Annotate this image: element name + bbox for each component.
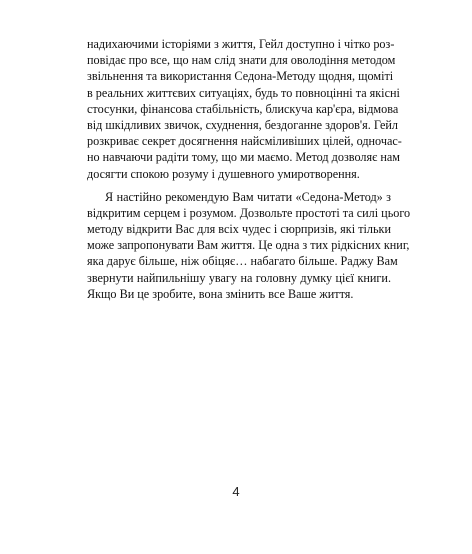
text-line: повідає про все, що нам слід знати для оволодіння методом <box>87 53 396 68</box>
text-line: розкриває секрет досягнення найсміливіших цілей, одночас- <box>87 134 402 149</box>
paragraph-2 <box>87 189 411 302</box>
body-text <box>87 36 411 302</box>
paragraph-1 <box>87 36 402 182</box>
text-line: звернути найпильнішу увагу на головну думку цієї книги. <box>87 270 391 285</box>
text-line: в реальних життєвих ситуаціях, будь то повноцінні та якісні <box>87 85 400 100</box>
text-line: методу відкрити Вас для всіх чудес і сюрпризів, які тільки <box>87 222 391 237</box>
text-line: но навчаючи радіти тому, що ми маємо. Метод дозволяє нам <box>87 150 400 165</box>
text-line: надихаючими історіями з життя, Гейл доступно і чітко роз- <box>87 37 395 51</box>
page-number: 4 <box>232 484 240 499</box>
text-line: яка дарує більше, ніж обіцяє… набагато більше. Раджу Вам <box>87 254 398 269</box>
text-line: відкритим серцем і розумом. Дозвольте простоті та силі цього <box>87 205 411 220</box>
text-line: досягти спокою розуму і душевного умиротворення. <box>87 166 360 181</box>
text-line: Я настійно рекомендую Вам читати «Седона-Метод» з <box>105 189 391 204</box>
paragraph-gap <box>87 182 391 189</box>
text-line: Якщо Ви це зробите, вона змінить все Ваше життя. <box>87 286 354 301</box>
text-line: від шкідливих звичок, схуднення, бездоганне здоров'я. Гейл <box>87 117 398 132</box>
text-line: може запропонувати Вам життя. Це одна з тих рідкісних книг, <box>87 238 410 253</box>
text-line: звільнення та використання Седона-Методу щодня, щоміті <box>87 69 394 84</box>
text-line: стосунки, фінансова стабільність, блискуча кар'єра, відмова <box>87 101 399 116</box>
